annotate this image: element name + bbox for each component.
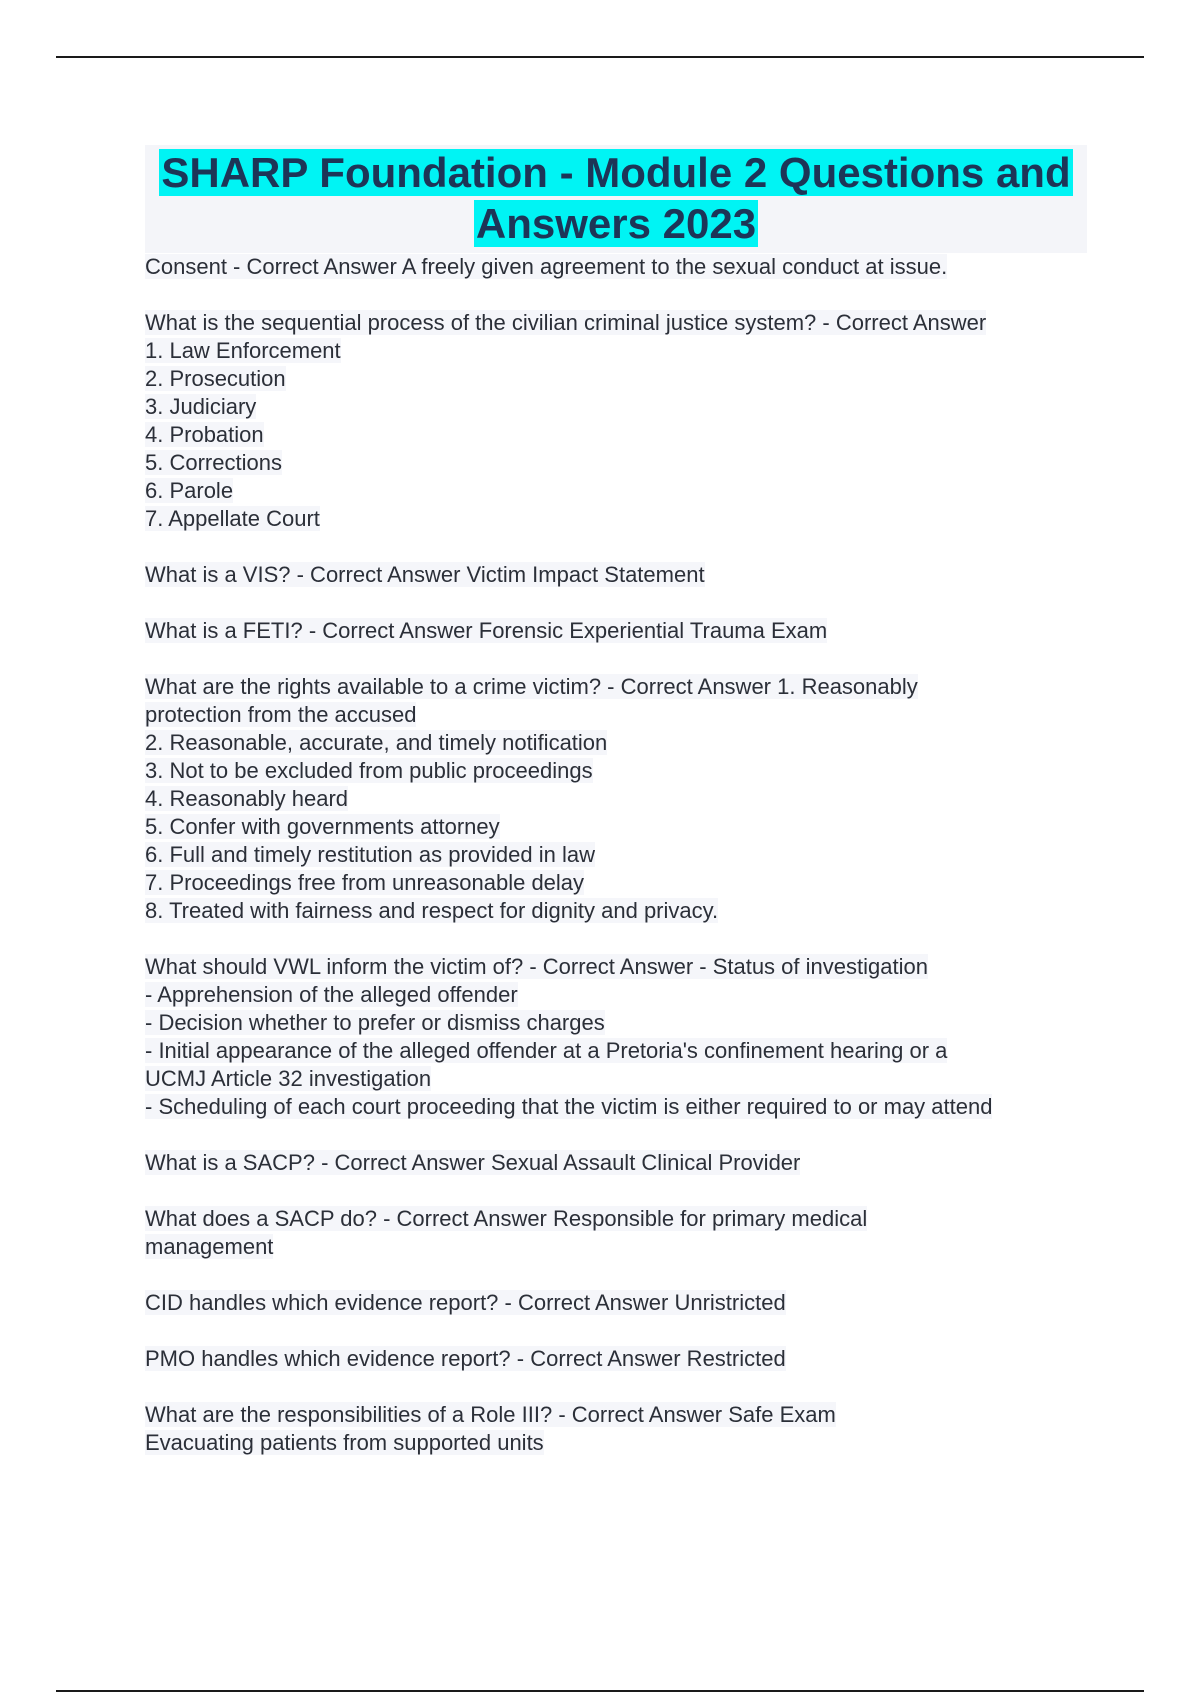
qa-item [145,1205,1087,1261]
qa-item [145,1289,1087,1317]
qa-line: 4. Reasonably heard [145,786,349,811]
qa-item [145,309,1087,533]
qa-line: 7. Appellate Court [145,506,320,531]
qa-item [145,253,1087,281]
qa-line: 5. Corrections [145,450,282,475]
qa-line: What should VWL inform the victim of? - Correct Answer - Status of investigation [145,954,928,979]
bottom-rule [56,1690,1144,1692]
qa-line: - Apprehension of the alleged offender [145,982,518,1007]
qa-line: What is a SACP? - Correct Answer Sexual Assault Clinical Provider [145,1150,801,1175]
qa-line: 2. Reasonable, accurate, and timely notification [145,730,608,755]
qa-item [145,673,1087,925]
qa-line: What does a SACP do? - Correct Answer Responsible for primary medical [145,1206,868,1231]
qa-item [145,953,1087,1121]
top-rule [56,56,1144,58]
qa-list [145,253,1087,1457]
qa-line: 3. Not to be excluded from public proceedings [145,758,593,783]
qa-line: - Scheduling of each court proceeding that the victim is either required to or may attend [145,1094,993,1119]
qa-line: - Initial appearance of the alleged offender at a Pretoria's confinement hearing or a [145,1038,948,1063]
qa-line: - Decision whether to prefer or dismiss charges [145,1010,605,1035]
document-title-text: SHARP Foundation - Module 2 Questions and Answers 2023 [161,149,1071,247]
qa-line: 2. Prosecution [145,366,286,391]
qa-item [145,617,1087,645]
qa-line: 3. Judiciary [145,394,257,419]
qa-line: What are the responsibilities of a Role III? - Correct Answer Safe Exam [145,1402,836,1427]
qa-line: Consent - Correct Answer A freely given agreement to the sexual conduct at issue. [145,254,948,279]
qa-line: PMO handles which evidence report? - Correct Answer Restricted [145,1346,786,1371]
qa-line: 5. Confer with governments attorney [145,814,500,839]
document-title [145,147,1087,249]
qa-line: CID handles which evidence report? - Correct Answer Unristricted [145,1290,786,1315]
qa-line: Evacuating patients from supported units [145,1430,544,1455]
qa-line: 7. Proceedings free from unreasonable delay [145,870,585,895]
qa-line: What is a FETI? - Correct Answer Forensic Experiential Trauma Exam [145,618,828,643]
qa-line: 8. Treated with fairness and respect for dignity and privacy. [145,898,719,923]
qa-item [145,1149,1087,1177]
document-body [145,145,1087,1485]
qa-line: What are the rights available to a crime victim? - Correct Answer 1. Reasonably [145,674,918,699]
qa-line: 6. Parole [145,478,234,503]
qa-line: protection from the accused [145,702,417,727]
qa-line: What is a VIS? - Correct Answer Victim Impact Statement [145,562,705,587]
qa-line: 1. Law Enforcement [145,338,341,363]
qa-item [145,561,1087,589]
qa-line: What is the sequential process of the civilian criminal justice system? - Correct Answer [145,310,987,335]
qa-line: UCMJ Article 32 investigation [145,1066,432,1091]
qa-line: 6. Full and timely restitution as provided in law [145,842,595,867]
qa-line: 4. Probation [145,422,264,447]
qa-item [145,1345,1087,1373]
qa-line: management [145,1234,274,1259]
qa-item [145,1401,1087,1457]
title-block [145,145,1087,253]
